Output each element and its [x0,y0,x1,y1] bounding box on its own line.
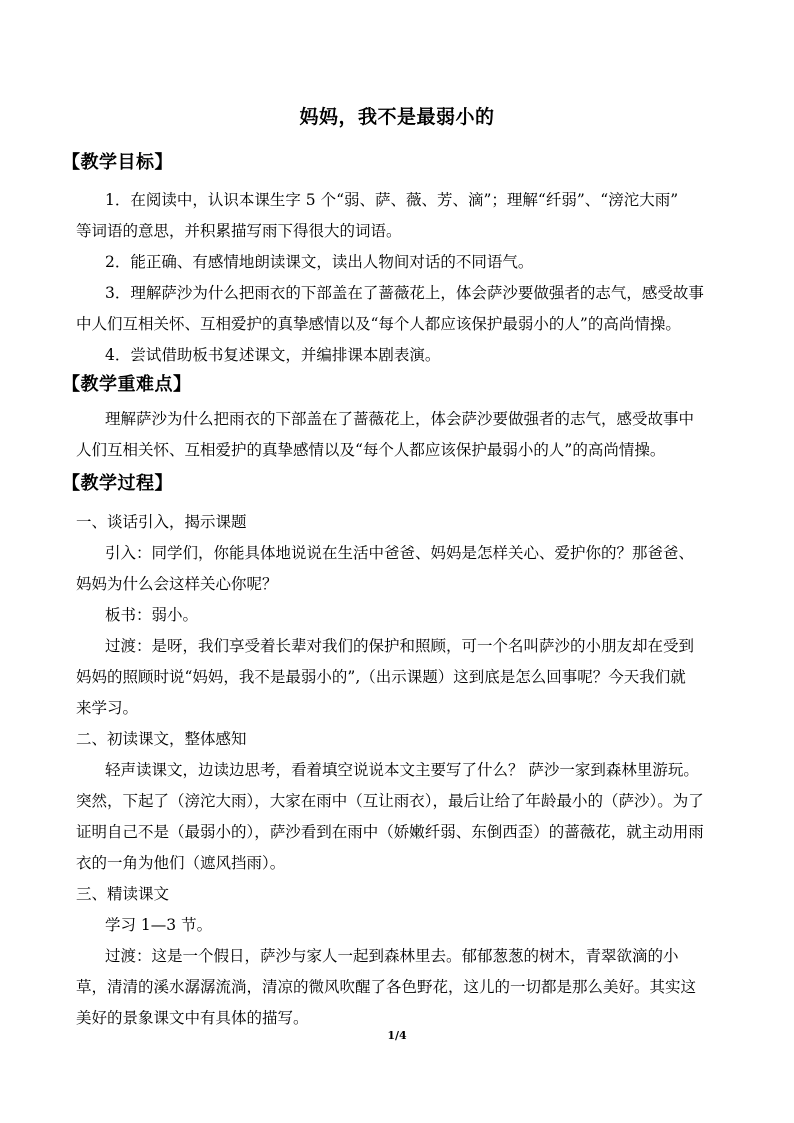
page-number: 1/4 [387,1029,407,1042]
goals-line: 3．理解萨沙为什么把雨衣的下部盖在了蔷薇花上，体会萨沙要做强者的志气，感受故事 [105,284,704,302]
process-line: 妈妈的照顾时说“妈妈，我不是最弱小的”,（出示课题）这到底是怎么回事呢？今天我们就 [76,668,686,686]
process-line: 学习 1—3 节。 [105,916,213,934]
process-line: 轻声读课文，边读边思考，看着填空说说本文主要写了什么？ 萨沙一家到森林里游玩。 [105,761,699,779]
process-line: 突然，下起了（滂沱大雨），大家在雨中（互让雨衣），最后让给了年龄最小的（萨沙）。为了 [76,792,704,810]
key-points-line: 人们互相关怀、互相爱护的真挚感情以及“每个人都应该保护最弱小的人”的高尚情操。 [76,441,666,459]
goals-line: 中人们互相关怀、互相爱护的真挚感情以及“每个人都应该保护最弱小的人”的高尚情操。 [76,315,681,333]
goals-line: 1．在阅读中，认识本课生字 5 个“弱、萨、薇、芳、滴”；理解“纤弱”、“滂沱大雨” [105,191,679,209]
section-heading-goals: 【教学目标】 [62,152,173,173]
process-line: 三、精读课文 [76,885,170,903]
process-line: 妈妈为什么会这样关心你呢？ [76,575,278,593]
process-line: 二、初读课文，整体感知 [76,730,247,748]
key-points-line: 理解萨沙为什么把雨衣的下部盖在了蔷薇花上，体会萨沙要做强者的志气，感受故事中 [105,410,695,428]
process-line: 过渡：是呀，我们享受着长辈对我们的保护和照顾，可一个名叫萨沙的小朋友却在受到 [105,637,695,655]
process-line: 一、谈话引入，揭示课题 [76,513,247,531]
process-line: 证明自己不是（最弱小的），萨沙看到在雨中（娇嫩纤弱、东倒西歪）的蔷薇花，就主动用雨 [76,823,704,841]
process-line: 美好的景象课文中有具体的描写。 [76,1009,309,1027]
process-line: 引入：同学们，你能具体地说说在生活中爸爸、妈妈是怎样关心、爱护你的？那爸爸、 [105,544,695,562]
goals-line: 2．能正确、有感情地朗读课文，读出人物间对话的不同语气。 [105,253,534,271]
process-line: 过渡：这是一个假日，萨沙与家人一起到森林里去。郁郁葱葱的树木，青翠欲滴的小 [105,947,679,965]
process-line: 衣的一角为他们（遮风挡雨）。 [76,854,286,872]
process-line: 来学习。 [76,699,139,717]
process-line: 板书：弱小。 [105,606,199,624]
document-title: 妈妈，我不是最弱小的 [299,106,495,128]
goals-line: 等词语的意思，并积累描写雨下得很大的词语。 [76,222,402,240]
section-heading-key-points: 【教学重难点】 [62,374,192,395]
section-heading-process: 【教学过程】 [62,473,173,494]
process-line: 草，清清的溪水潺潺流淌，清凉的微风吹醒了各色野花，这儿的一切都是那么美好。其实这 [76,978,697,996]
goals-line: 4．尝试借助板书复述课文，并编排课本剧表演。 [105,346,441,364]
